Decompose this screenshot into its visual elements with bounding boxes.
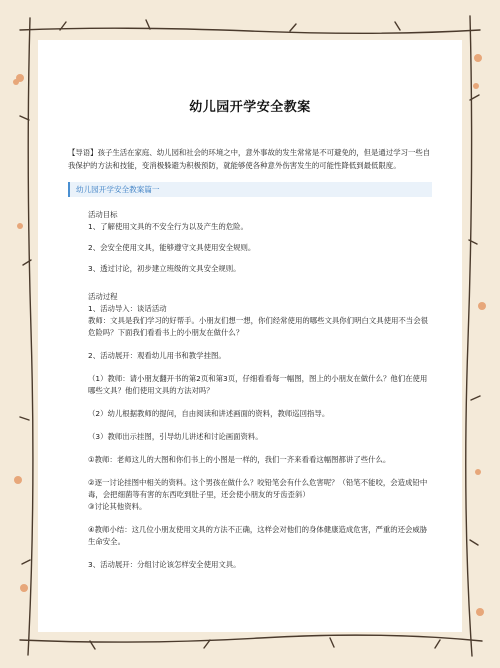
process-heading: 活动过程 — [88, 292, 118, 301]
lesson-content — [68, 209, 432, 571]
goal-item: 3、透过讨论，初步建立班级的文具安全规则。 — [88, 264, 241, 273]
document-title: 幼儿园开学安全教案 — [189, 100, 311, 115]
guide-paragraph: 【导语】孩子生活在家庭、幼儿园和社会的环境之中，意外事故的发生常常是不可避免的，但是通过学习一些自我保护的方法和技能，变消极躲避为积极预防，就能够使各种意外伤害发生的可能性降低到最低限度。 — [68, 148, 431, 170]
step-text: ①教师：老师这儿的大图和你们书上的小图是一样的，我们一齐来看看这幅图都讲了些什么。 — [88, 455, 391, 464]
step-heading: 1、活动导入：谈话活动 — [88, 304, 167, 313]
step-text: ③讨论其他资料。 — [88, 502, 147, 511]
document-page — [38, 40, 462, 632]
step-text: ④教师小结：这几位小朋友使用文具的方法不正确，这样会对他们的身体健康造成危害，严重的还会威胁生命安全。 — [88, 525, 428, 546]
step-text: 教师：文具是我们学习的好帮手。小朋友们想一想，你们经常使用的哪些文具你们明白文具使用不当会很危险吗？下面我们看看书上的小朋友在做什么？ — [88, 316, 428, 337]
step-heading: 2、活动展开：观看幼儿用书和教学挂图。 — [88, 351, 226, 360]
step-text: （1）教师：请小朋友翻开书的第2页和第3页，仔细看看每一幅图，图上的小朋友在做什么？他们在使用哪些文具？他们使用文具的方法对吗？ — [88, 374, 428, 395]
step-text: ②逐一讨论挂图中相关的资料。这个男孩在做什么？咬铅笔会有什么危害呢？（铅笔不能咬，会造成铅中毒，会把细菌等有害的东西吃到肚子里，还会使小朋友的牙齿歪斜） — [88, 478, 428, 499]
goal-item: 1、了解使用文具的不安全行为以及产生的危险。 — [88, 222, 248, 231]
goal-item: 2、会安全使用文具，能够遵守文具使用安全规则。 — [88, 243, 256, 252]
section-heading: 幼儿园开学安全教案篇一 — [68, 182, 432, 197]
step-text: （3）教师出示挂图，引导幼儿讲述和讨论画面资料。 — [88, 432, 263, 441]
goals-heading: 活动目标 — [88, 210, 118, 219]
step-heading: 3、活动展开：分组讨论该怎样安全使用文具。 — [88, 560, 241, 569]
step-text: （2）幼儿根据教师的提问，自由阅读和讲述画面的资料，教师巡回指导。 — [88, 409, 330, 418]
